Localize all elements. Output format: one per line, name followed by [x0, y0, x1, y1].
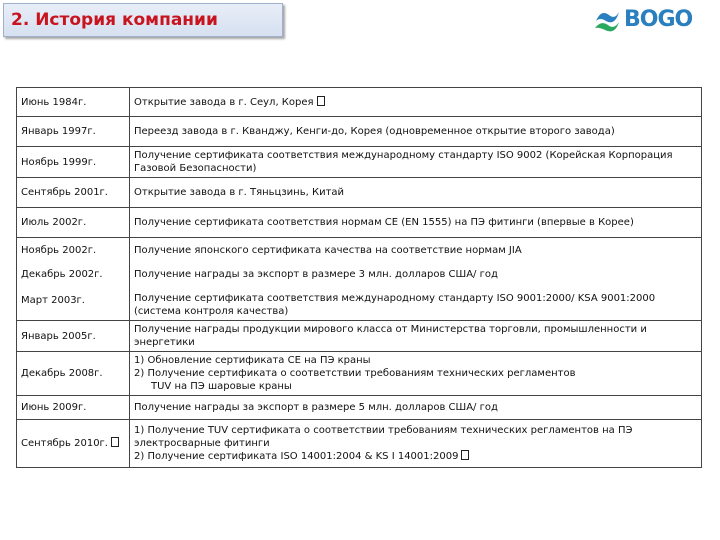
history-table	[16, 87, 702, 468]
table-row	[17, 396, 702, 420]
event-text: Получение японского сертификата качества на соответствие нормам JIA	[134, 245, 522, 256]
date-cell: Январь 1997г.	[17, 117, 130, 147]
date-cell: Декабрь 2008г.	[17, 352, 130, 396]
checkbox-glyph-icon	[317, 96, 325, 106]
table-row	[17, 321, 702, 352]
event-cell: Получение награды продукции мирового класса от Министерства торговли, промышленности и энергетики	[130, 321, 702, 352]
event-cell	[130, 88, 702, 117]
table-row	[17, 352, 702, 396]
event-cell: Получение награды за экспорт в размере 5 млн. долларов США/ год	[130, 396, 702, 420]
date-cell: Ноябрь 1999г.	[17, 147, 130, 178]
date-text: Декабрь 2002г.	[21, 269, 103, 280]
date-cell: Сентябрь 2001г.	[17, 178, 130, 208]
table-row	[17, 208, 702, 238]
date-cell	[17, 420, 130, 468]
event-text: Открытие завода в г. Сеул, Корея	[134, 96, 314, 108]
date-text: Март 2003г.	[21, 295, 85, 306]
table-row	[17, 147, 702, 178]
date-cell: Июнь 1984г.	[17, 88, 130, 117]
company-logo	[592, 4, 717, 38]
event-cell	[130, 238, 702, 321]
date-cell: Июль 2002г.	[17, 208, 130, 238]
table-row	[17, 238, 702, 321]
table-row	[17, 420, 702, 468]
event-line: 2) Получение сертификата ISO 14001:2004 & KS I 14001:2009	[134, 450, 697, 463]
date-cell	[17, 238, 130, 321]
date-text: Сентябрь 2010г.	[21, 438, 108, 449]
event-text: Получение награды за экспорт в размере 3 млн. долларов США/ год	[134, 269, 498, 280]
table-row	[17, 117, 702, 147]
page-title: 2. История компании	[11, 10, 218, 30]
event-cell: Переезд завода в г. Кванджу, Кенги-до, Корея (одновременное открытие второго завода)	[130, 117, 702, 147]
checkbox-glyph-icon	[111, 437, 119, 447]
title-box	[3, 3, 283, 37]
logo-text: BOGO	[624, 7, 693, 32]
date-text: Ноябрь 2002г.	[21, 245, 97, 256]
event-cell: Получение сертификата соответствия нормам CE (EN 1555) на ПЭ фитинги (впервые в Корее)	[130, 208, 702, 238]
event-cell	[130, 420, 702, 468]
logo-mark-icon	[592, 6, 622, 36]
event-line: 1) Получение TUV сертификата о соответствии требованиям технических регламентов на ПЭ электросварные фитинги	[134, 425, 633, 449]
table-row	[17, 88, 702, 117]
event-text: Получение сертификата соответствия международному стандарту ISO 9001:2000/ KSA 9001:2000 (система контроля качества)	[134, 293, 656, 317]
event-cell: Получение сертификата соответствия международному стандарту ISO 9002 (Корейская Корпорация Газовой Безопасности)	[130, 147, 702, 178]
date-cell: Июнь 2009г.	[17, 396, 130, 420]
event-cell: Открытие завода в г. Тяньцзинь, Китай	[130, 178, 702, 208]
event-line: 2) Получение сертификата о соответствии требованиям технических регламентов	[134, 368, 576, 379]
table-row	[17, 178, 702, 208]
date-cell: Январь 2005г.	[17, 321, 130, 352]
event-line: TUV на ПЭ шаровые краны	[151, 381, 292, 392]
event-line: 1) Обновление сертификата CE на ПЭ краны	[134, 355, 371, 366]
event-cell	[130, 352, 702, 396]
checkbox-glyph-icon	[461, 450, 469, 460]
